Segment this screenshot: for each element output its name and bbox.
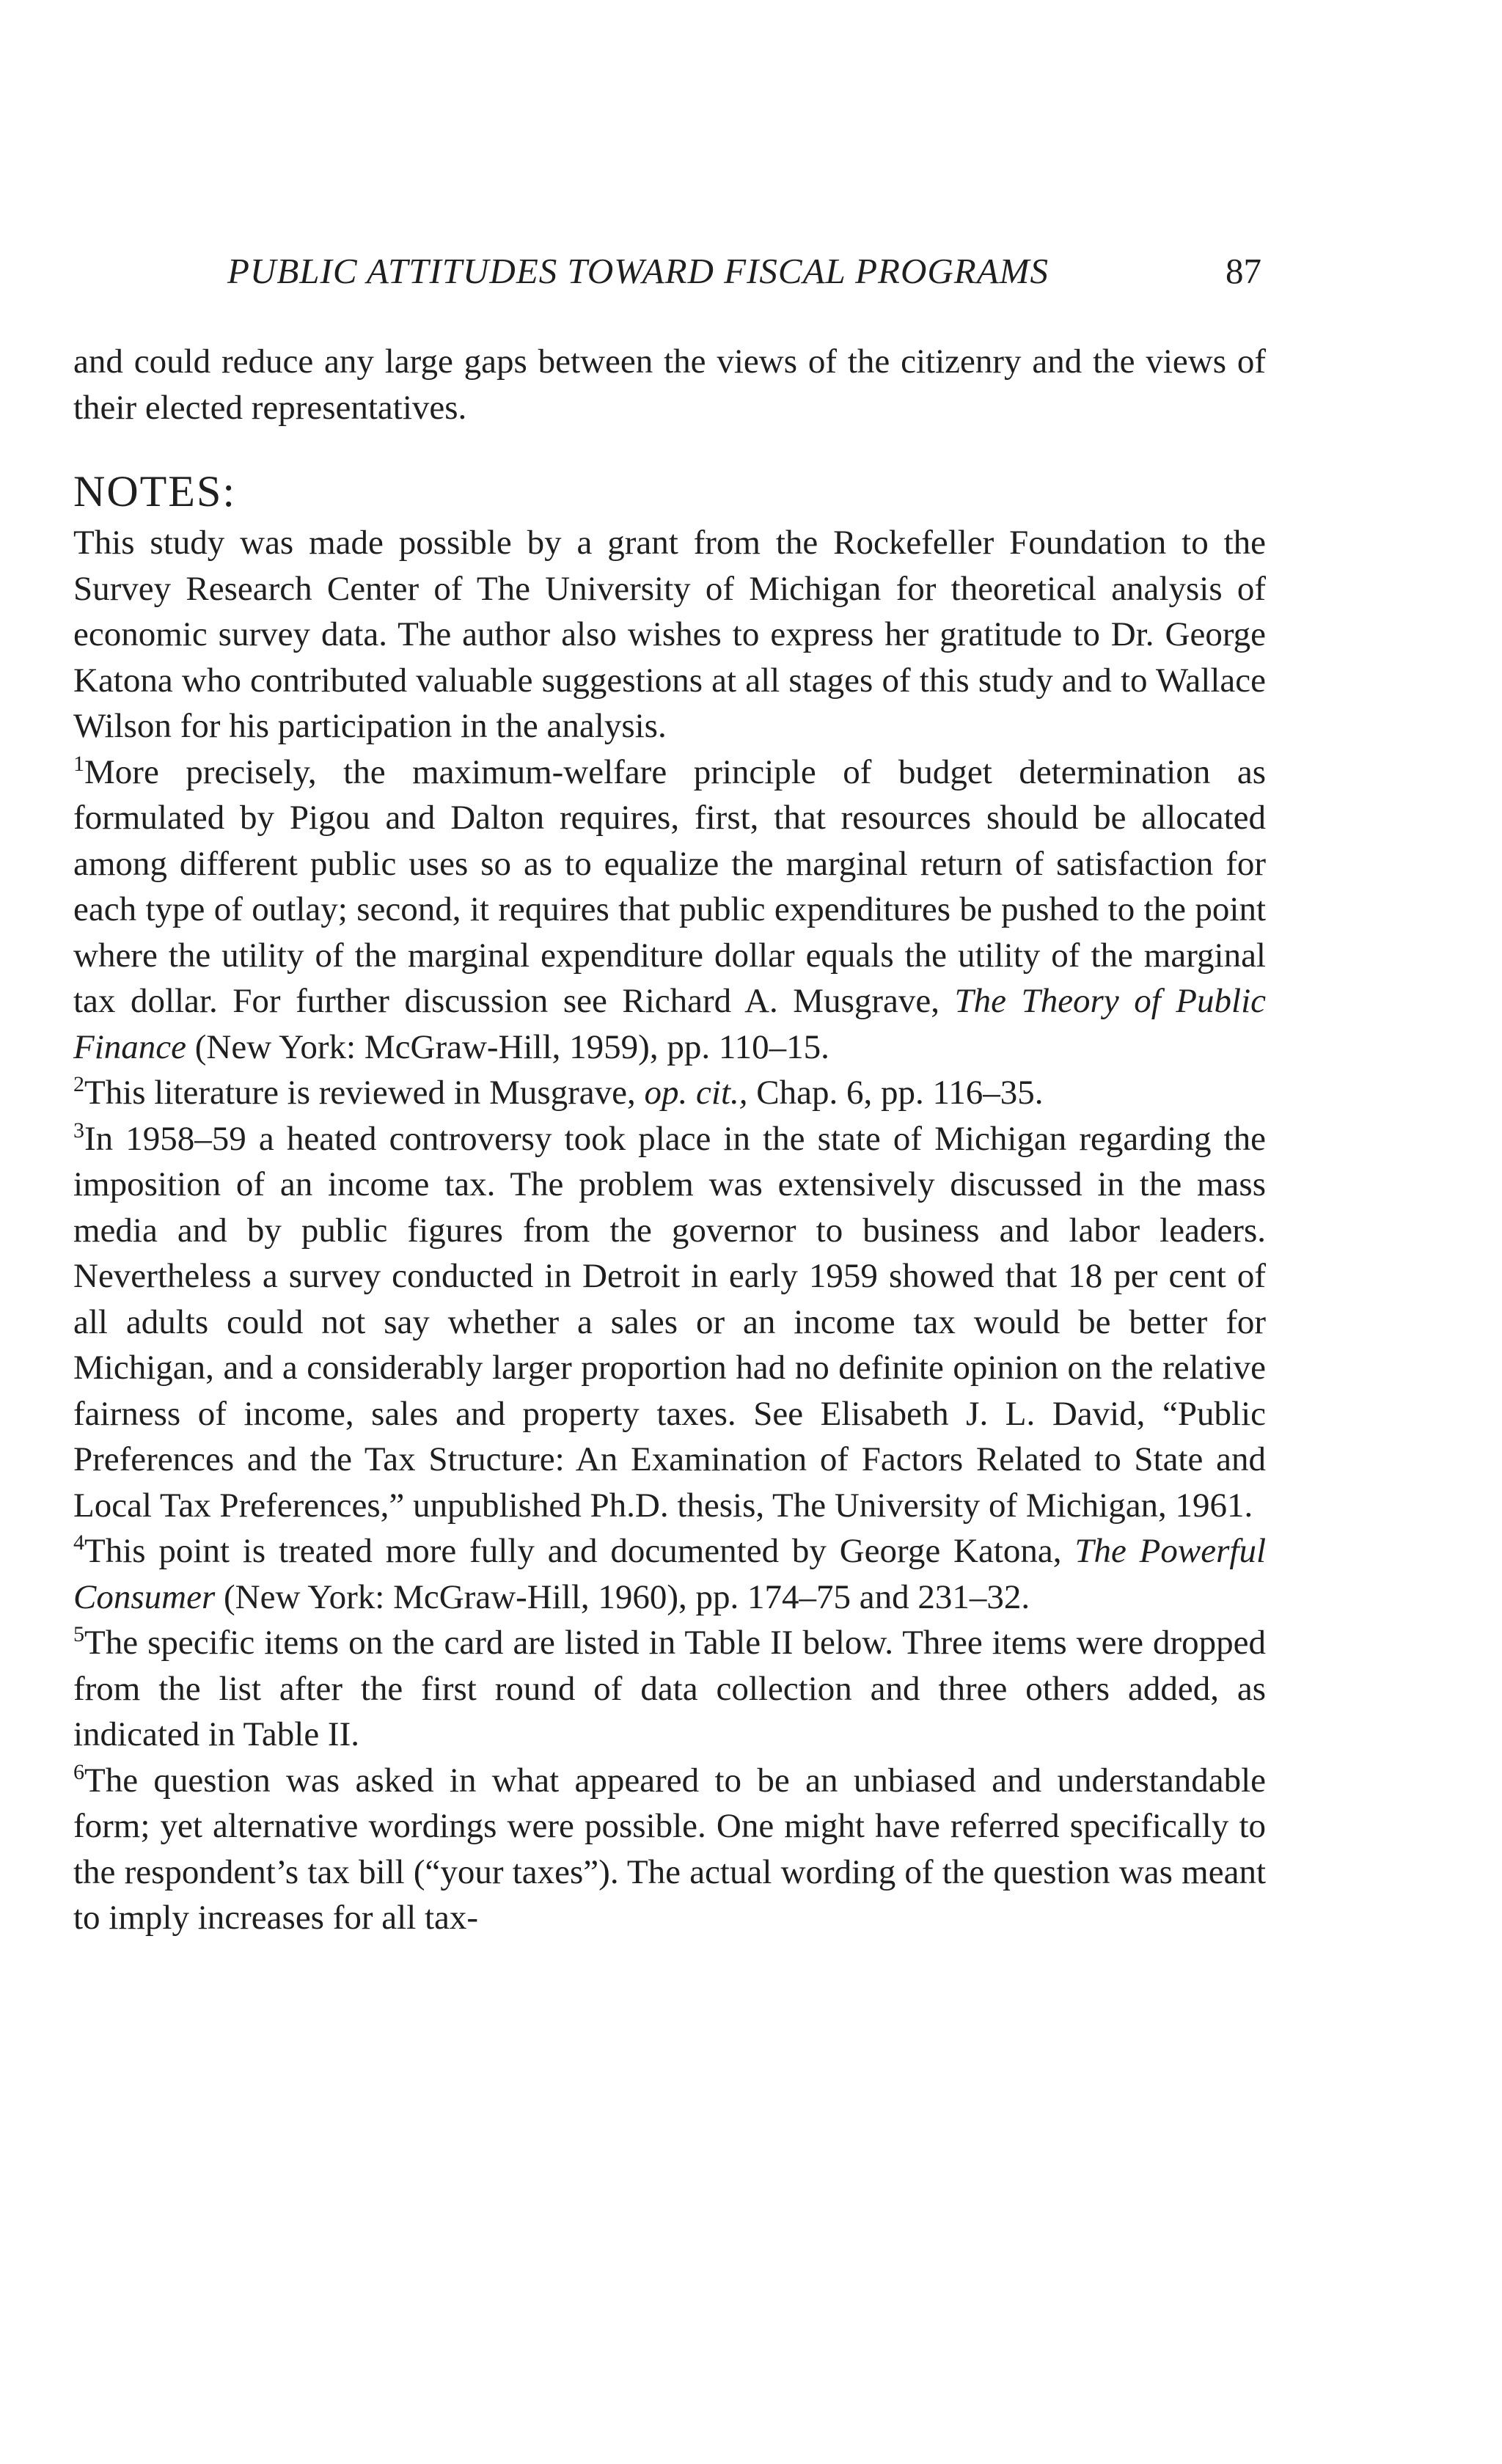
continuation-paragraph: and could reduce any large gaps between the views of the citizenry and the views of their elected representatives. <box>73 342 1266 427</box>
footnote-number: 4 <box>73 1530 84 1555</box>
footnote-text: (New York: McGraw-Hill, 1960), pp. 174–75 and 231–32. <box>215 1577 1030 1616</box>
footnote-text: This literature is reviewed in Musgrave, <box>84 1074 645 1112</box>
footnote-4 <box>73 1528 1266 1620</box>
footnote-citation-title: op. cit., <box>644 1074 748 1112</box>
footnote-5 <box>73 1620 1266 1758</box>
footnote-text: (New York: McGraw-Hill, 1959), pp. 110–15. <box>186 1027 829 1066</box>
footnote-1 <box>73 749 1266 1071</box>
notes-acknowledgment: This study was made possible by a grant from the Rockefeller Foundation to the Survey Research Center of The University of Michigan for theoretical analysis of economic survey data. The author also wishes to express her gratitude to Dr. George Katona who contributed valuable suggestions at all stages of this study and to Wallace Wilson for his participation in the analysis. <box>73 524 1266 745</box>
notes-heading: NOTES: <box>73 467 236 516</box>
footnote-number: 6 <box>73 1759 84 1784</box>
footnote-6 <box>73 1758 1266 1941</box>
footnote-text: In 1958–59 a heated controversy took place in the state of Michigan regarding the imposition of an income tax. The problem was extensively discussed in the mass media and by public figures from the governor to business and labor leaders. Nevertheless a survey conducted in Detroit in early 1959 showed that 18 per cent of all adults could not say whether a sales or an income tax would be better for Michigan, and a considerably larger proportion had no definite opinion on the relative fairness of income, sales and property taxes. See Elisabeth J. L. David, “Public Preferences and the Tax Structure: An Examination of Factors Related to State and Local Tax Preferences,” unpublished Ph.D. thesis, The University of Michigan, 1961. <box>73 1119 1266 1525</box>
footnote-number: 2 <box>73 1072 84 1096</box>
running-head <box>227 249 1261 293</box>
footnote-3 <box>73 1116 1266 1529</box>
footnote-text: Chap. 6, pp. 116–35. <box>747 1074 1044 1112</box>
footnote-number: 1 <box>73 751 84 776</box>
footnote-citation-title: The Theory of Public Finance <box>73 982 1266 1066</box>
page-body <box>73 339 1266 1941</box>
page-number: 87 <box>1226 251 1261 291</box>
footnote-2 <box>73 1070 1266 1116</box>
footnote-number: 3 <box>73 1118 84 1143</box>
footnote-text: This point is treated more fully and documented by George Katona, <box>84 1532 1075 1570</box>
footnote-number: 5 <box>73 1622 84 1646</box>
footnote-text: The specific items on the card are listed in Table II below. Three items were dropped from the list after the first round of data collection and three others added, as indicated in Table II. <box>73 1624 1266 1753</box>
footnote-text: More precisely, the maximum-welfare principle of budget determination as formulated by Pigou and Dalton requires, first, that resources should be allocated among different public uses so as to equalize the marginal return of satisfaction for each type of outlay; second, it requires that public expenditures be pushed to the point where the utility of the marginal expenditure dollar equals the utility of the marginal tax dollar. For further discussion see Richard A. Musgrave, <box>73 752 1266 1020</box>
running-title: PUBLIC ATTITUDES TOWARD FISCAL PROGRAMS <box>227 251 1049 291</box>
footnote-text: The question was asked in what appeared to be an unbiased and understandable form; yet alternative wordings were possible. One might have referred specifically to the respondent’s tax bill (“your taxes”). The actual wording of the question was meant to imply increases for all tax- <box>73 1761 1266 1937</box>
footnote-citation-title: The Powerful Consumer <box>73 1532 1266 1616</box>
